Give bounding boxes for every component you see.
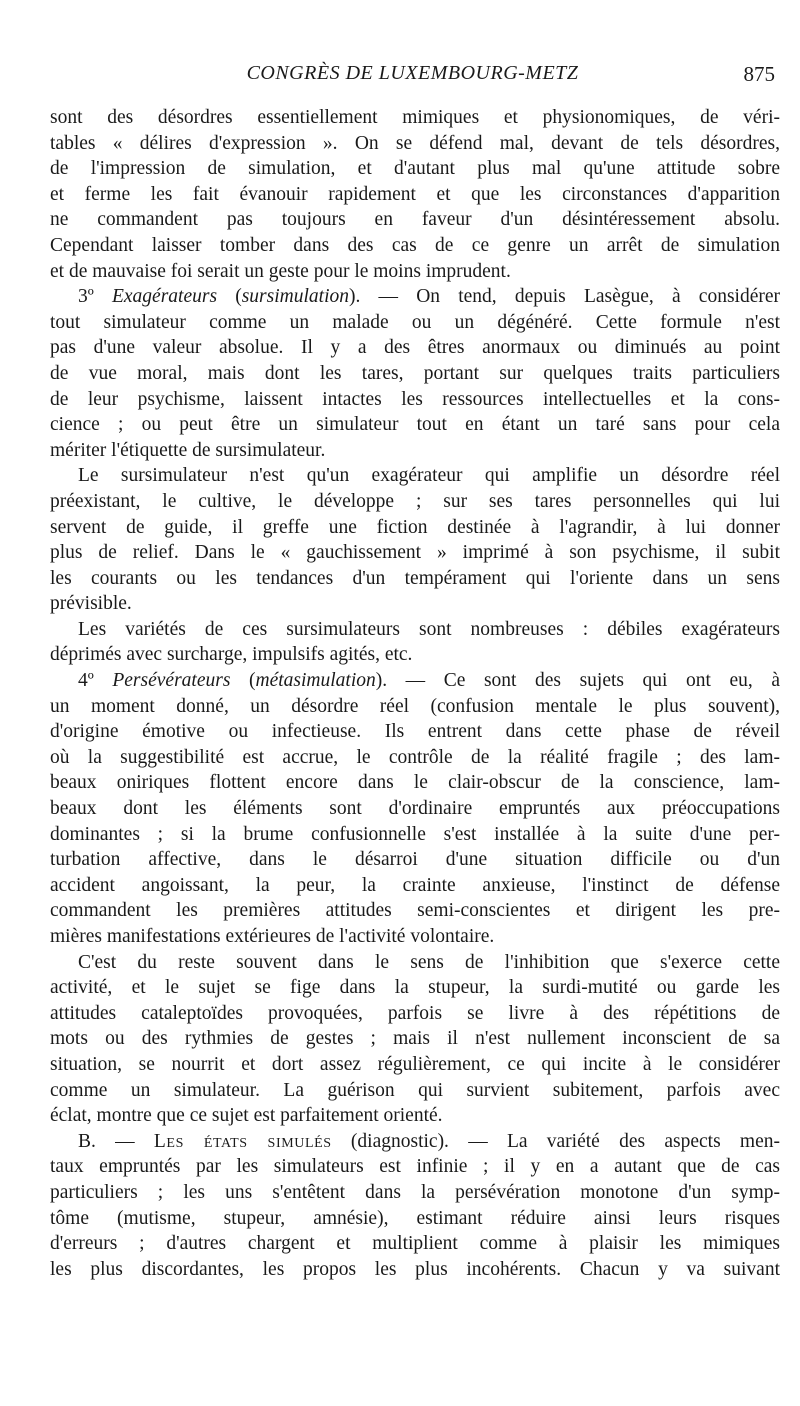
section-number: 3º [78, 286, 112, 308]
text-line: pas d'une valeur absolue. Il y a des êtres anormaux ou diminués au point [50, 337, 780, 359]
text-line: attitudes cataleptoïdes provoquées, parfois se livre à des répétitions de [50, 1002, 780, 1024]
text-line: Le sursimulateur n'est qu'un exagérateur qui amplifie un désordre réel [78, 465, 780, 487]
section-paren: ( [217, 286, 242, 308]
text-line: et ferme les fait évanouir rapidement et que les circonstances d'apparition [50, 183, 780, 205]
text-line: accident angoissant, la peur, la crainte anxieuse, l'instinct de défense [50, 874, 780, 896]
section-title-italic: Persévérateurs [112, 670, 231, 692]
text-line: commandent les premières attitudes semi-conscientes et dirigent les pre- [50, 900, 780, 922]
text-line: éclat, montre que ce sujet est parfaitement orienté. [50, 1105, 443, 1127]
section-heading-etats-simules [50, 1129, 780, 1155]
text-line: comme un simulateur. La guérison qui survient subitement, parfois avec [50, 1079, 780, 1101]
text-line: tout simulateur comme un malade ou un dégénéré. Cette formule n'est [50, 311, 780, 333]
text-line: de l'impression de simulation, et d'autant plus mal qu'une attitude sobre [50, 158, 780, 180]
text-line: Les variétés de ces sursimulateurs sont nombreuses : débiles exagérateurs [78, 618, 780, 640]
section-title-smallcaps: Les états simulés [153, 1130, 332, 1152]
text-line: prévisible. [50, 593, 132, 615]
running-head [50, 62, 775, 92]
text-line: dominantes ; si la brume confusionnelle s'est installée à la suite d'une per- [50, 823, 780, 845]
section-subtitle-italic: sursimulation [241, 286, 349, 308]
text-line: beaux oniriques flottent encore dans le clair-obscur de la conscience, lam- [50, 772, 780, 794]
text-line: tables « délires d'expression ». On se défend mal, devant de tels désordres, [50, 132, 780, 154]
text-line: préexistant, le cultive, le développe ; sur ses tares personnelles qui lui [50, 490, 780, 512]
section-number: B. — [78, 1130, 154, 1152]
text-line: activité, et le sujet se fige dans la stupeur, la surdi-mutité ou garde les [50, 977, 780, 999]
text-line: C'est du reste souvent dans le sens de l'inhibition que s'exerce cette [78, 951, 780, 973]
text-line: taux empruntés par les simulateurs est infinie ; il y en a autant que de cas [50, 1156, 780, 1178]
text-line: beaux dont les éléments sont d'ordinaire empruntés aux préoccupations [50, 798, 780, 820]
text-line: servent de guide, il greffe une fiction destinée à l'agrandir, à lui donner [50, 516, 780, 538]
text-line: d'erreurs ; d'autres chargent et multiplient comme à plaisir les mimiques [50, 1233, 780, 1255]
text-line: déprimés avec surcharge, impulsifs agités, etc. [50, 644, 413, 666]
text-line: mières manifestations extérieures de l'activité volontaire. [50, 926, 495, 947]
text-line: situation, se nourrit et dort assez régulièrement, ce qui incite à le considérer [50, 1053, 780, 1075]
section-title-italic: Exagérateurs [111, 286, 218, 308]
text-line: sont des désordres essentiellement mimiques et physionomiques, de véri- [50, 107, 780, 128]
text-line: tôme (mutisme, stupeur, amnésie), estimant réduire ainsi leurs risques [50, 1207, 780, 1229]
text-line: ne commandent pas toujours en faveur d'un désintéressement absolu. [50, 209, 780, 231]
text-line: cience ; ou peut être un simulateur tout en étant un taré sans pour cela [50, 414, 780, 436]
text-line: mots ou des rythmies de gestes ; mais il n'est nullement inconscient de sa [50, 1028, 780, 1050]
section-number: 4º [78, 670, 113, 692]
text-line: Cependant laisser tomber dans des cas de ce genre un arrêt de simulation [50, 234, 780, 256]
text-line: où la suggestibilité est accrue, le contrôle de la réalité fragile ; des lam- [50, 746, 780, 768]
running-title: CONGRÈS DE LUXEMBOURG-METZ [246, 62, 579, 84]
text-line: les plus discordantes, les propos les plus incohérents. Chacun y va suivant [50, 1258, 780, 1280]
section-rest: (diagnostic). — La variété des aspects men- [331, 1130, 780, 1152]
section-subtitle-italic: métasimulation [255, 670, 376, 692]
section-rest: ). — Ce sont des sujets qui ont eu, à [375, 670, 780, 692]
text-line: les courants ou les tendances d'un tempérament qui l'oriente dans un sens [50, 567, 780, 589]
text-line: un moment donné, un désordre réel (confusion mentale le plus souvent), [50, 695, 780, 717]
text-line: et de mauvaise foi serait un geste pour le moins imprudent. [50, 260, 511, 282]
section-rest: ). — On tend, depuis Lasègue, à considérer [349, 286, 780, 308]
text-line: mériter l'étiquette de sursimulateur. [50, 439, 326, 461]
text-line: plus de relief. Dans le « gauchissement » imprimé à son psychisme, il subit [50, 542, 780, 564]
page-number: 875 [743, 62, 775, 86]
text-line: turbation affective, dans le désarroi d'une situation difficile ou d'un [50, 849, 780, 871]
body-text [50, 105, 780, 1282]
section-heading-exagerateurs [50, 284, 780, 310]
text-line: de leur psychisme, laissent intactes les ressources intellectuelles et la cons- [50, 388, 780, 410]
section-heading-perseverateurs [50, 668, 780, 694]
section-paren: ( [230, 670, 256, 692]
text-line: d'origine émotive ou infectieuse. Ils entrent dans cette phase de réveil [50, 721, 780, 743]
text-line: particuliers ; les uns s'entêtent dans la persévération monotone d'un symp- [50, 1181, 780, 1203]
text-line: de vue moral, mais dont les tares, portant sur quelques traits particuliers [50, 362, 780, 384]
